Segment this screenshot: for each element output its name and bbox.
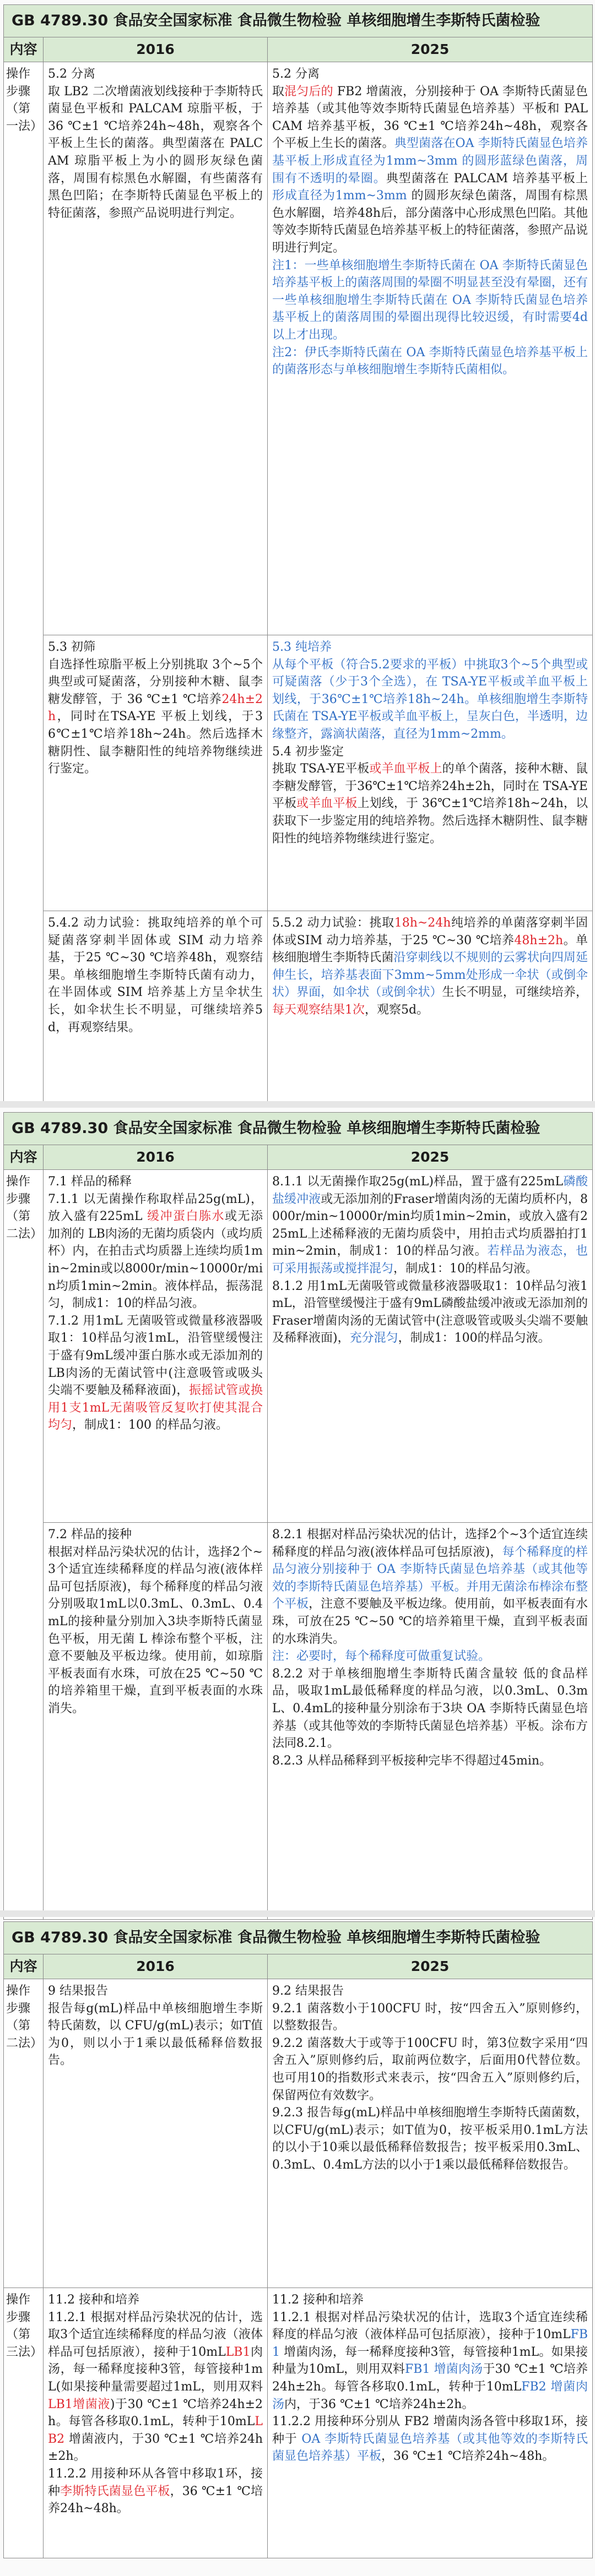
text-run: 上划线，于 36℃±1℃培养18h~24h，以获取下一步鉴定用的纯培养物。然后选择木糖阴性、鼠李糖阳性的纯培养物继续进行鉴定。	[272, 797, 588, 846]
added-text: 注1：一些单核细胞增生李斯特氏菌在 OA 李斯特氏菌显色培养基平板上的菌落周围的晕圈不明显甚至没有晕圈，还有一些单核细胞增生李斯特氏菌在 OA 李斯特氏菌显色培养基平板上的菌落周围的晕圈出现得比较迟缓，有时需要4d以上才出现。	[272, 258, 588, 342]
cell-2016	[44, 635, 268, 911]
cell-2025	[268, 62, 592, 635]
step-label: 操作步骤（第一法）	[4, 62, 44, 1104]
text-run: 8.2.1 根据对样品污染状况的估计，选择2个~3个适宜连续稀释度的样品匀液(液体样品可包括原液)，	[272, 1528, 588, 1559]
added-text: 注：必要时，每个稀释度可做重复试验。	[272, 1649, 491, 1664]
header-content: 内容	[4, 1954, 44, 1979]
added-text: 若样品为液态，也可采用振荡或搅拌混匀	[272, 1244, 588, 1276]
text-run: ，制成1：100的样品匀液。	[398, 1331, 550, 1346]
table-header	[4, 37, 592, 62]
table-row	[4, 1979, 592, 2288]
paragraph	[272, 1665, 588, 1752]
table-row	[44, 1523, 592, 1919]
added-text: FB1 增菌肉汤	[405, 2362, 483, 2377]
text-run: 典型菌落在 PALCAM 培养基平板上	[386, 171, 588, 186]
paragraph	[272, 1173, 588, 1278]
text-run: 自选择性琼脂平板上分别挑取 3个~5个 典型或可疑菌落，分别接种木糖、鼠李糖发酵管，于 36 ℃±1 ℃培养	[48, 657, 263, 706]
text-run: 。单核细胞增生李斯特氏菌	[272, 933, 588, 965]
text-run: 11.2 接种和培养	[272, 2293, 364, 2307]
text-run: ，同时在TSA-YE 平板上划线，于36℃±1℃培养18h~24h。然后选择木糖阴性、鼠李糖阳性的纯培养物继续进行鉴定。	[48, 710, 263, 776]
paragraph	[48, 1544, 263, 1718]
header-2025: 2025	[410, 41, 450, 57]
paragraph	[48, 656, 263, 778]
cell-2025	[268, 635, 592, 911]
text-run: ，注意不要触及平板边缘。使用前，如平板表面有水珠，可放在25 ℃~50 ℃的培养箱里干燥，直到平板表面的水珠消失。	[272, 1597, 588, 1646]
header-2016: 2016	[44, 1145, 268, 1169]
panel-separator	[0, 1910, 595, 1917]
paragraph	[272, 66, 588, 83]
paragraph	[272, 639, 588, 656]
removed-text: LB1	[225, 2345, 251, 2359]
text-run: 11.2.1 根据对样品污染状况的估计，选取3个适宜连续稀释度的样品匀液（液体样品可包括原液），接种于10mL	[48, 2310, 263, 2359]
table-header	[4, 1145, 592, 1170]
text-run: 8.2.2 对于单核细胞增生李斯特氏菌含量较 低的食品样品，吸取1mL最低稀释度的样品匀液，以0.3mL、0.3mL、0.4mL的接种量分别涂布于3块 OA 李斯特氏菌显色培养基（或其他等效的李斯特氏菌显色培养基）平板。涂布方法同8.2.1。	[272, 1666, 588, 1751]
header-content: 内容	[4, 1145, 44, 1169]
added-text: 磷酸盐缓冲液	[272, 1175, 588, 1206]
removed-text: 李斯特氏菌显色平板	[60, 2484, 170, 2498]
cell-2016	[44, 1979, 268, 2288]
text-run: 9.2.2 菌落数大于或等于100CFU 时，第3位数字采用“四舍五入”原则修约后，取前两位数字，后面用0代替位数。也可用10的指数形式来表示，按“四舍五入”原则修约后，保留两位有效数字。	[272, 2036, 588, 2103]
paragraph	[272, 1278, 588, 1347]
table-row	[44, 1170, 592, 1523]
paragraph	[48, 639, 263, 656]
removed-text: 18h~24h	[394, 916, 451, 930]
paragraph	[48, 1191, 263, 1312]
removed-text: 48h±2h	[514, 933, 564, 947]
cell-2016	[44, 62, 268, 635]
paragraph	[272, 1526, 588, 1648]
removed-text: 或羊血平板上	[369, 762, 442, 776]
text-run: ，制成1：100 的样品匀液。	[72, 1418, 228, 1433]
table-body	[4, 62, 592, 1104]
text-run: 8.2.3 从样品稀释到平板接种完毕不得超过45min。	[272, 1753, 552, 1768]
paragraph	[272, 2000, 588, 2035]
table-header	[4, 1954, 592, 1979]
paragraph	[272, 1752, 588, 1770]
text-run: 纯培养的单菌落穿刺半固体或SIM 动力培养基，于25 ℃~30 ℃培养	[272, 916, 588, 947]
header-content: 内容	[4, 37, 44, 62]
paragraph	[48, 1173, 263, 1191]
added-text: 充分混匀	[349, 1331, 398, 1346]
text-run: 5.2 分离	[272, 67, 320, 81]
paragraph	[48, 2000, 263, 2069]
text-run: 挑取 TSA-YE平板	[272, 762, 370, 776]
paragraph	[272, 1648, 588, 1665]
cell-2016	[44, 1170, 268, 1522]
text-run: 11.2.2 用接种环从各管中移取1环，接种	[48, 2466, 263, 2498]
text-run: 11.2 接种和培养	[48, 2293, 139, 2307]
removed-text: LB1增菌液	[48, 2397, 110, 2411]
added-text: FB1	[272, 2328, 588, 2359]
paragraph	[272, 760, 588, 847]
removed-text: 每天观察结果1次	[272, 1003, 365, 1017]
header-2016: 2016	[44, 37, 268, 62]
paragraph	[48, 1983, 263, 2000]
text-run: ，观察5d。	[365, 1003, 429, 1017]
text-run: 内，于36 ℃±1 ℃培养24h±2h。	[284, 2397, 474, 2411]
table-row	[44, 911, 592, 1104]
text-run: 的单个菌落，接种木糖、鼠李糖发酵管，于36℃±1℃培养24h±2h，同时在 TSA-YE 平板	[272, 762, 588, 811]
header-2025: 2025	[410, 1149, 450, 1165]
text-run: 5.2 分离	[48, 67, 95, 81]
text-run: 9.2.3 报告每g(mL)样品中单核细胞增生李斯特氏菌菌数，以CFU/g(mL)表示；如T值为0，按平板采用0.1mL方法的以小于10乘以最低稀释倍数报告；按平板采用0.3mL、0.3mL、0.4mL方法的以小于1乘以最低稀释倍数报告。	[272, 2106, 588, 2172]
paragraph	[48, 2309, 263, 2465]
step-label: 操作步骤（第二法）	[4, 1170, 44, 1919]
paragraph	[272, 83, 588, 257]
text-run: 生长不明显，可继续培养，	[442, 985, 588, 1000]
text-run: 9.2.1 菌落数小于100CFU 时，按“四舍五入”原则修约，以整数报告。	[272, 2001, 588, 2033]
table-title: GB 4789.30 食品安全国家标准 食品微生物检验 单核细胞增生李斯特氏菌检验	[4, 1113, 592, 1145]
comparison-table-3	[3, 1921, 593, 2558]
text-run: 取	[272, 84, 285, 99]
text-run: FB2 增菌液	[333, 84, 403, 99]
step-label: 操作步骤（第二法）	[4, 1979, 44, 2288]
text-run: 5.3 初筛	[48, 640, 95, 654]
table-row	[44, 635, 592, 911]
text-run: 增菌液内，于30 ℃±1 ℃培养24h±2h。	[48, 2432, 263, 2464]
cell-2025	[268, 1979, 592, 2288]
added-text: FB2 增菌肉汤	[272, 2379, 588, 2411]
text-run: 9.2 结果报告	[272, 1984, 344, 1998]
text-run: 5.4.2 动力试验：挑取纯培养的单个可疑菌落穿刺半固体或 SIM 动力培养基，于25 ℃~30 ℃培养48h，观察结果。单核细胞增生李斯特氏菌有动力，在半固体或 SIM 培养基上方呈伞状生长，如伞状生长不明显，可继续培养5d，再观察结果。	[48, 916, 263, 1034]
panel-separator	[0, 1101, 595, 1108]
text-run: 7.2 样品的接种	[48, 1528, 132, 1542]
text-run: 报告每g(mL)样品中单核细胞增生李斯特氏菌数，以 CFU/g(mL)表示；如T值为0，则以小于1乘以最低稀释倍数报告。	[48, 2001, 263, 2068]
paragraph	[48, 914, 263, 1036]
text-run: 11.2.2 用接种环分别从 FB2 增菌肉汤各管中移取1环，接种于	[272, 2415, 588, 2446]
added-text: 注2：伊氏李斯特氏菌在 OA 李斯特氏菌显色培养基平板上的菌落形态与单核细胞增生李斯特氏菌相似。	[272, 345, 588, 377]
text-run: 于30 ℃±1 ℃培养24h±2h。每管各移取0.1mL，转种于10mL	[272, 2362, 588, 2394]
text-run: 或无添加剂的 LB肉汤的无菌均质袋内（或均质杯）内，在拍击式均质器上连续均质1min~2min或以8000r/min~10000r/min均质1min~2min。液体样品，振荡混匀，制成1：10的样品匀液。	[48, 1210, 263, 1311]
paragraph	[48, 1526, 263, 1544]
comparison-table-2	[3, 1112, 593, 1920]
header-2025: 2025	[410, 1958, 450, 1974]
text-run: 5.4 初步鉴定	[272, 744, 344, 759]
text-run: 7.1 样品的稀释	[48, 1175, 132, 1189]
paragraph	[272, 2035, 588, 2104]
paragraph	[48, 2291, 263, 2309]
added-text: 形成直径为1mm~3mm	[272, 189, 407, 203]
removed-text: 缓冲蛋白胨水	[147, 1210, 225, 1224]
table-row	[44, 62, 592, 635]
added-text: 5.3 纯培养	[272, 640, 332, 654]
paragraph	[272, 2413, 588, 2465]
text-run: 取 LB2 二次增菌液划线接种于李斯特氏菌显色平板和 PALCAM 琼脂平板，于36 ℃±1 ℃培养24h~48h，观察各个平板上生长的菌落。典型菌落在 PALCAM 琼脂平板上为小的圆形灰绿色菌落，周围有棕黑色水解圈，有些菌落有黑色凹陷；在李斯特氏菌显色平板上的特征菌落，参照产品说明进行判定。	[48, 84, 263, 220]
cell-2025	[268, 1523, 592, 1919]
text-run: 7.1.2 用1mL 无菌吸管或微量移液器吸取1：10样品匀液1mL，沿管壁缓慢注于盛有9mL缓冲蛋白胨水或无添加剂的LB肉汤的无菌试管中(注意吸管或吸头尖端不要触及稀释液面)，	[48, 1314, 263, 1398]
table-body	[4, 1170, 592, 1919]
paragraph	[48, 1312, 263, 1434]
text-run: 7.1.1 以无菌操作称取样品25g(mL)，放入盛有225mL	[48, 1192, 263, 1224]
text-run: )于30 ℃±1 ℃培养24h±2h。每管各移取0.1mL，转种于10mL	[48, 2397, 263, 2429]
paragraph	[272, 257, 588, 344]
paragraph	[48, 66, 263, 83]
removed-text: 混匀后的	[284, 84, 333, 99]
cell-2016	[44, 911, 268, 1104]
text-run: ，36 ℃±1 ℃培养24h~48h。	[48, 2484, 263, 2516]
text-run: 8.1.1 以无菌操作取25g(mL)样品，置于盛有225mL	[272, 1175, 564, 1189]
removed-text: 振摇试管或换用1支1mL无菌吸管反复吹打使其混合均匀	[48, 1384, 263, 1433]
table-row	[4, 2288, 592, 2558]
text-run: ，制成1：10的样品匀液。	[393, 1261, 538, 1276]
text-run: 11.2.1 根据对样品污染状况的估计，选取3个适宜连续稀释度的样品匀液（液体样品可包括原液），接种于10mL	[272, 2310, 588, 2342]
added-text: 从每个平板（符合5.2要求的平板）中挑取3个~5个典型或可疑菌落（少于3个全选），在 TSA-YE平板或羊血平板上划线，于36℃±1℃培养18h~24h。单核细胞增生李斯特氏菌在 TSA-YE平板或羊血平板上，呈灰白色，半透明，边缘整齐，露滴状菌落，直径为1mm~2mm。	[272, 657, 588, 741]
paragraph	[272, 2291, 588, 2309]
removed-text: LB2	[48, 2415, 263, 2446]
paragraph	[272, 2104, 588, 2174]
added-text: 每个稀释度的样品匀液分别接种于 OA 李斯特氏菌显色培养基（或其他等效的李斯特氏菌显色培养基）平板。并用无菌涂布棒涂布整个平板	[272, 1545, 588, 1611]
paragraph	[272, 1983, 588, 2000]
text-run: 5.5.2 动力试验：挑取	[272, 916, 394, 930]
added-text: OA 李斯特氏菌显色培养基（或其他等效的李斯特氏菌显色培养基）平板	[272, 2432, 588, 2464]
text-run: ，分别接种于 OA 李斯特氏菌显色培养基（或其他等效李斯特氏菌显色培养基）平板和 PALCAM 培养基平板，36 ℃±1 ℃培养24h~48h，观察各个平板上生长的菌落。	[272, 84, 588, 151]
removed-text: 或羊血平板	[296, 797, 358, 811]
text-run: 增菌肉汤，每一稀释度接种3管，每管接种1mL。如果接种量为10mL，则用双料	[272, 2345, 588, 2377]
paragraph	[272, 656, 588, 743]
paragraph	[272, 914, 588, 1019]
removed-text: 24h±2h	[48, 692, 263, 724]
paragraph	[48, 83, 263, 222]
cell-2025	[268, 911, 592, 1104]
cell-2025	[268, 1170, 592, 1522]
paragraph	[272, 743, 588, 761]
cell-2025	[268, 2288, 592, 2558]
comparison-table-1	[3, 4, 593, 1104]
text-run: ，36 ℃±1 ℃培养24h~48h。	[381, 2449, 555, 2464]
cell-2016	[44, 2288, 268, 2558]
text-run: 8.1.2 用1mL无菌吸管或微量移液器吸取1：10样品匀液1mL，沿管壁缓慢注于盛有9mL磷酸盐缓冲液或无添加剂的Fraser增菌肉汤的无菌试管中(注意吸管或吸头尖端不要触及稀释液面)，	[272, 1279, 588, 1346]
added-text: 典型菌落在OA 李斯特氏菌显色培养基平板上形成直径为1mm~3mm 的圆形蓝绿色菌落，周围有不透明的晕圈。	[272, 137, 588, 186]
text-run: 根据对样品污染状况的估计，选择2个~3个适宜连续稀释度的样品匀液(液体样品可包括原液)，每个稀释度的样品匀液分别吸取1mL以0.3mL、0.3mL、0.4mL的接种量分别加入3块李斯特氏菌显色平板，用无菌 L 棒涂布整个平板，注意不要触及平板边缘。使用前，如琼脂平板表面有水珠，可放在25 ℃~50 ℃的培养箱里干燥，直到平板表面的水珠消失。	[48, 1545, 263, 1715]
header-2016: 2016	[44, 1954, 268, 1979]
paragraph	[272, 344, 588, 379]
step-label: 操作步骤（第三法）	[4, 2288, 44, 2558]
table-title: GB 4789.30 食品安全国家标准 食品微生物检验 单核细胞增生李斯特氏菌检验	[4, 1922, 592, 1954]
text-run: 9 结果报告	[48, 1984, 108, 1998]
text-run: 肉汤，每一稀释度接种3管，每管接种1mL(如果接种量需要超过1mL，则用双料	[48, 2345, 263, 2394]
paragraph	[48, 2465, 263, 2518]
paragraph	[272, 2309, 588, 2414]
text-run: 或无添加剂的Fraser增菌肉汤的无菌均质杯内，8000r/min~10000r/min均质1min~2min，或放入盛有225mL上述稀释液的无菌均质袋中，用拍击式均质器拍打1min~2min，制成1：10的样品匀液。	[272, 1192, 588, 1259]
added-text: 沿穿刺线以不规则的云雾状向四周延伸生长，培养基表面下3mm~5mm处形成一伞状（或倒伞状）界面，如伞状（或倒伞状）	[272, 951, 588, 1000]
table-title: GB 4789.30 食品安全国家标准 食品微生物检验 单核细胞增生李斯特氏菌检验	[4, 5, 592, 37]
text-run: 的圆形灰绿色菌落，周围有棕黑色水解圈，培养48h后，部分菌落中心形成黑色凹陷。其他等效李斯特氏菌显色培养基平板上的特征菌落，参照产品说明进行判定。	[272, 189, 588, 255]
cell-2016	[44, 1523, 268, 1919]
